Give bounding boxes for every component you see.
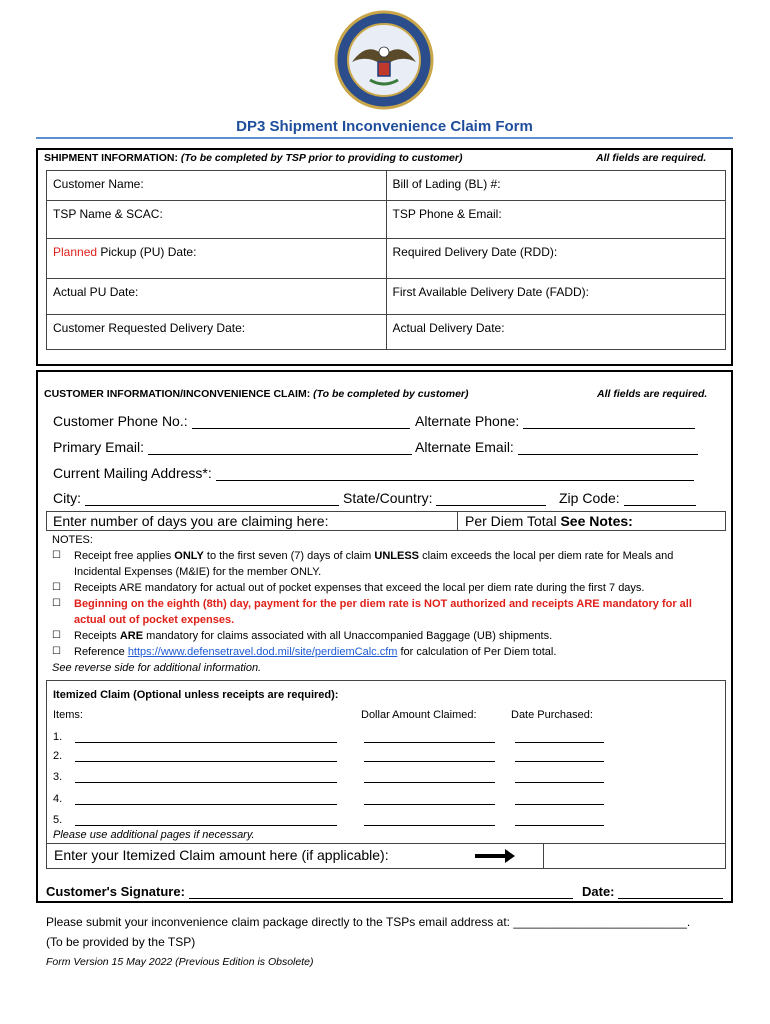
- item-entry-line[interactable]: [515, 782, 604, 783]
- rdd-field[interactable]: Required Delivery Date (RDD):: [386, 239, 726, 278]
- item-entry-line[interactable]: [364, 782, 495, 783]
- fadd-field[interactable]: First Available Delivery Date (FADD):: [386, 279, 726, 314]
- customer-phone-field[interactable]: Customer Phone No.:: [53, 413, 410, 429]
- customer-signature-field[interactable]: Customer's Signature:: [46, 884, 573, 899]
- item-entry-line[interactable]: [75, 742, 337, 743]
- shipment-grid: [46, 170, 726, 350]
- note-item: ☐ Beginning on the eighth (8th) day, payment for the per diem rate is NOT authorized and receipts ARE mandatory for all actual out of pocket expenses.: [52, 598, 692, 626]
- per-diem-calc-link[interactable]: https://www.defensetravel.dod.mil/site/perdiemCalc.cfm: [127, 646, 398, 658]
- item-entry-line[interactable]: [75, 825, 337, 826]
- form-version: Form Version 15 May 2022 (Previous Edition is Obsolete): [46, 956, 314, 968]
- checkbox-icon: ☐: [52, 630, 61, 641]
- item-row[interactable]: 3.: [53, 771, 63, 783]
- submit-instructions: Please submit your inconvenience claim package directly to the TSPs email address at: __________________________.: [46, 915, 691, 929]
- item-entry-line[interactable]: [515, 761, 604, 762]
- note-item: ☐ Receipt free applies ONLY to the first seven (7) days of claim UNLESS claim exceeds the local per diem rate for Meals and Incidental Expenses (M&IE) for the member ONLY.: [52, 550, 674, 578]
- itemized-total-field[interactable]: Enter your Itemized Claim amount here (if applicable):: [54, 847, 389, 863]
- alternate-phone-field[interactable]: Alternate Phone:: [415, 413, 695, 429]
- alternate-email-field[interactable]: Alternate Email:: [415, 439, 698, 455]
- actual-pu-date-field[interactable]: Actual PU Date:: [53, 285, 139, 299]
- item-entry-line[interactable]: [364, 742, 495, 743]
- amount-column-header: Dollar Amount Claimed:: [361, 709, 477, 721]
- city-field[interactable]: City:: [53, 490, 339, 506]
- items-column-header: Items:: [53, 709, 83, 721]
- item-entry-line[interactable]: [364, 761, 495, 762]
- days-claimed-row: [46, 511, 726, 531]
- item-row[interactable]: 5.: [53, 814, 63, 826]
- additional-pages-note: Please use additional pages if necessary.: [53, 829, 255, 841]
- notes-section: [52, 532, 722, 676]
- item-entry-line[interactable]: [75, 782, 337, 783]
- shipment-header: SHIPMENT INFORMATION: (To be completed by TSP prior to providing to customer): [44, 152, 463, 164]
- item-entry-line[interactable]: [75, 761, 337, 762]
- item-entry-line[interactable]: [364, 825, 495, 826]
- arrow-right-icon: [475, 849, 515, 863]
- item-entry-line[interactable]: [515, 742, 604, 743]
- checkbox-icon: ☐: [52, 582, 61, 593]
- item-entry-line[interactable]: [75, 804, 337, 805]
- customer-required-note: All fields are required.: [597, 388, 708, 400]
- requested-delivery-field[interactable]: Customer Requested Delivery Date:: [53, 321, 246, 335]
- itemized-total-row: [46, 843, 726, 869]
- tsp-phone-field[interactable]: TSP Phone & Email:: [386, 201, 726, 238]
- item-row[interactable]: 2.: [53, 750, 63, 762]
- note-item: ☐ Receipts ARE mandatory for claims associated with all Unaccompanied Baggage (UB) shipments.: [52, 630, 553, 642]
- reverse-side-note: See reverse side for additional information.: [52, 662, 262, 674]
- bill-of-lading-field[interactable]: Bill of Lading (BL) #:: [386, 171, 726, 200]
- shipment-required-note: All fields are required.: [596, 152, 707, 164]
- notes-label: NOTES:: [52, 534, 93, 546]
- department-of-defense-seal: [334, 10, 434, 110]
- primary-email-field[interactable]: Primary Email:: [53, 439, 412, 455]
- checkbox-icon: ☐: [52, 646, 61, 657]
- item-entry-line[interactable]: [364, 804, 495, 805]
- note-item: ☐ Receipts ARE mandatory for actual out of pocket expenses that exceed the local per diem rate during the first 7 days.: [52, 582, 645, 594]
- planned-pickup-field[interactable]: Planned Pickup (PU) Date:: [53, 245, 197, 259]
- item-row[interactable]: 1.: [53, 731, 63, 743]
- tsp-name-field[interactable]: TSP Name & SCAC:: [53, 207, 163, 221]
- per-diem-total-field[interactable]: Per Diem Total See Notes:: [465, 513, 633, 529]
- note-item: ☐ Reference https://www.defensetravel.dod.mil/site/perdiemCalc.cfm for calculation of Per Diem total.: [52, 646, 557, 658]
- item-entry-line[interactable]: [515, 825, 604, 826]
- zip-code-field[interactable]: Zip Code:: [559, 490, 696, 506]
- mailing-address-field[interactable]: Current Mailing Address*:: [53, 465, 694, 481]
- customer-header: CUSTOMER INFORMATION/INCONVENIENCE CLAIM: (To be completed by customer): [44, 388, 469, 400]
- checkbox-icon: ☐: [52, 598, 61, 609]
- checkbox-icon: ☐: [52, 550, 61, 561]
- itemized-header: Itemized Claim (Optional unless receipts are required):: [53, 689, 339, 701]
- item-entry-line[interactable]: [515, 804, 604, 805]
- tsp-provided-note: (To be provided by the TSP): [46, 935, 196, 949]
- form-title: DP3 Shipment Inconvenience Claim Form: [36, 118, 733, 139]
- signature-date-field[interactable]: Date:: [582, 884, 723, 899]
- date-column-header: Date Purchased:: [511, 709, 593, 721]
- days-claimed-field[interactable]: Enter number of days you are claiming here:: [53, 513, 329, 529]
- state-country-field[interactable]: State/Country:: [343, 490, 546, 506]
- customer-name-field[interactable]: Customer Name:: [53, 177, 144, 191]
- item-row[interactable]: 4.: [53, 793, 63, 805]
- actual-delivery-field[interactable]: Actual Delivery Date:: [386, 315, 726, 349]
